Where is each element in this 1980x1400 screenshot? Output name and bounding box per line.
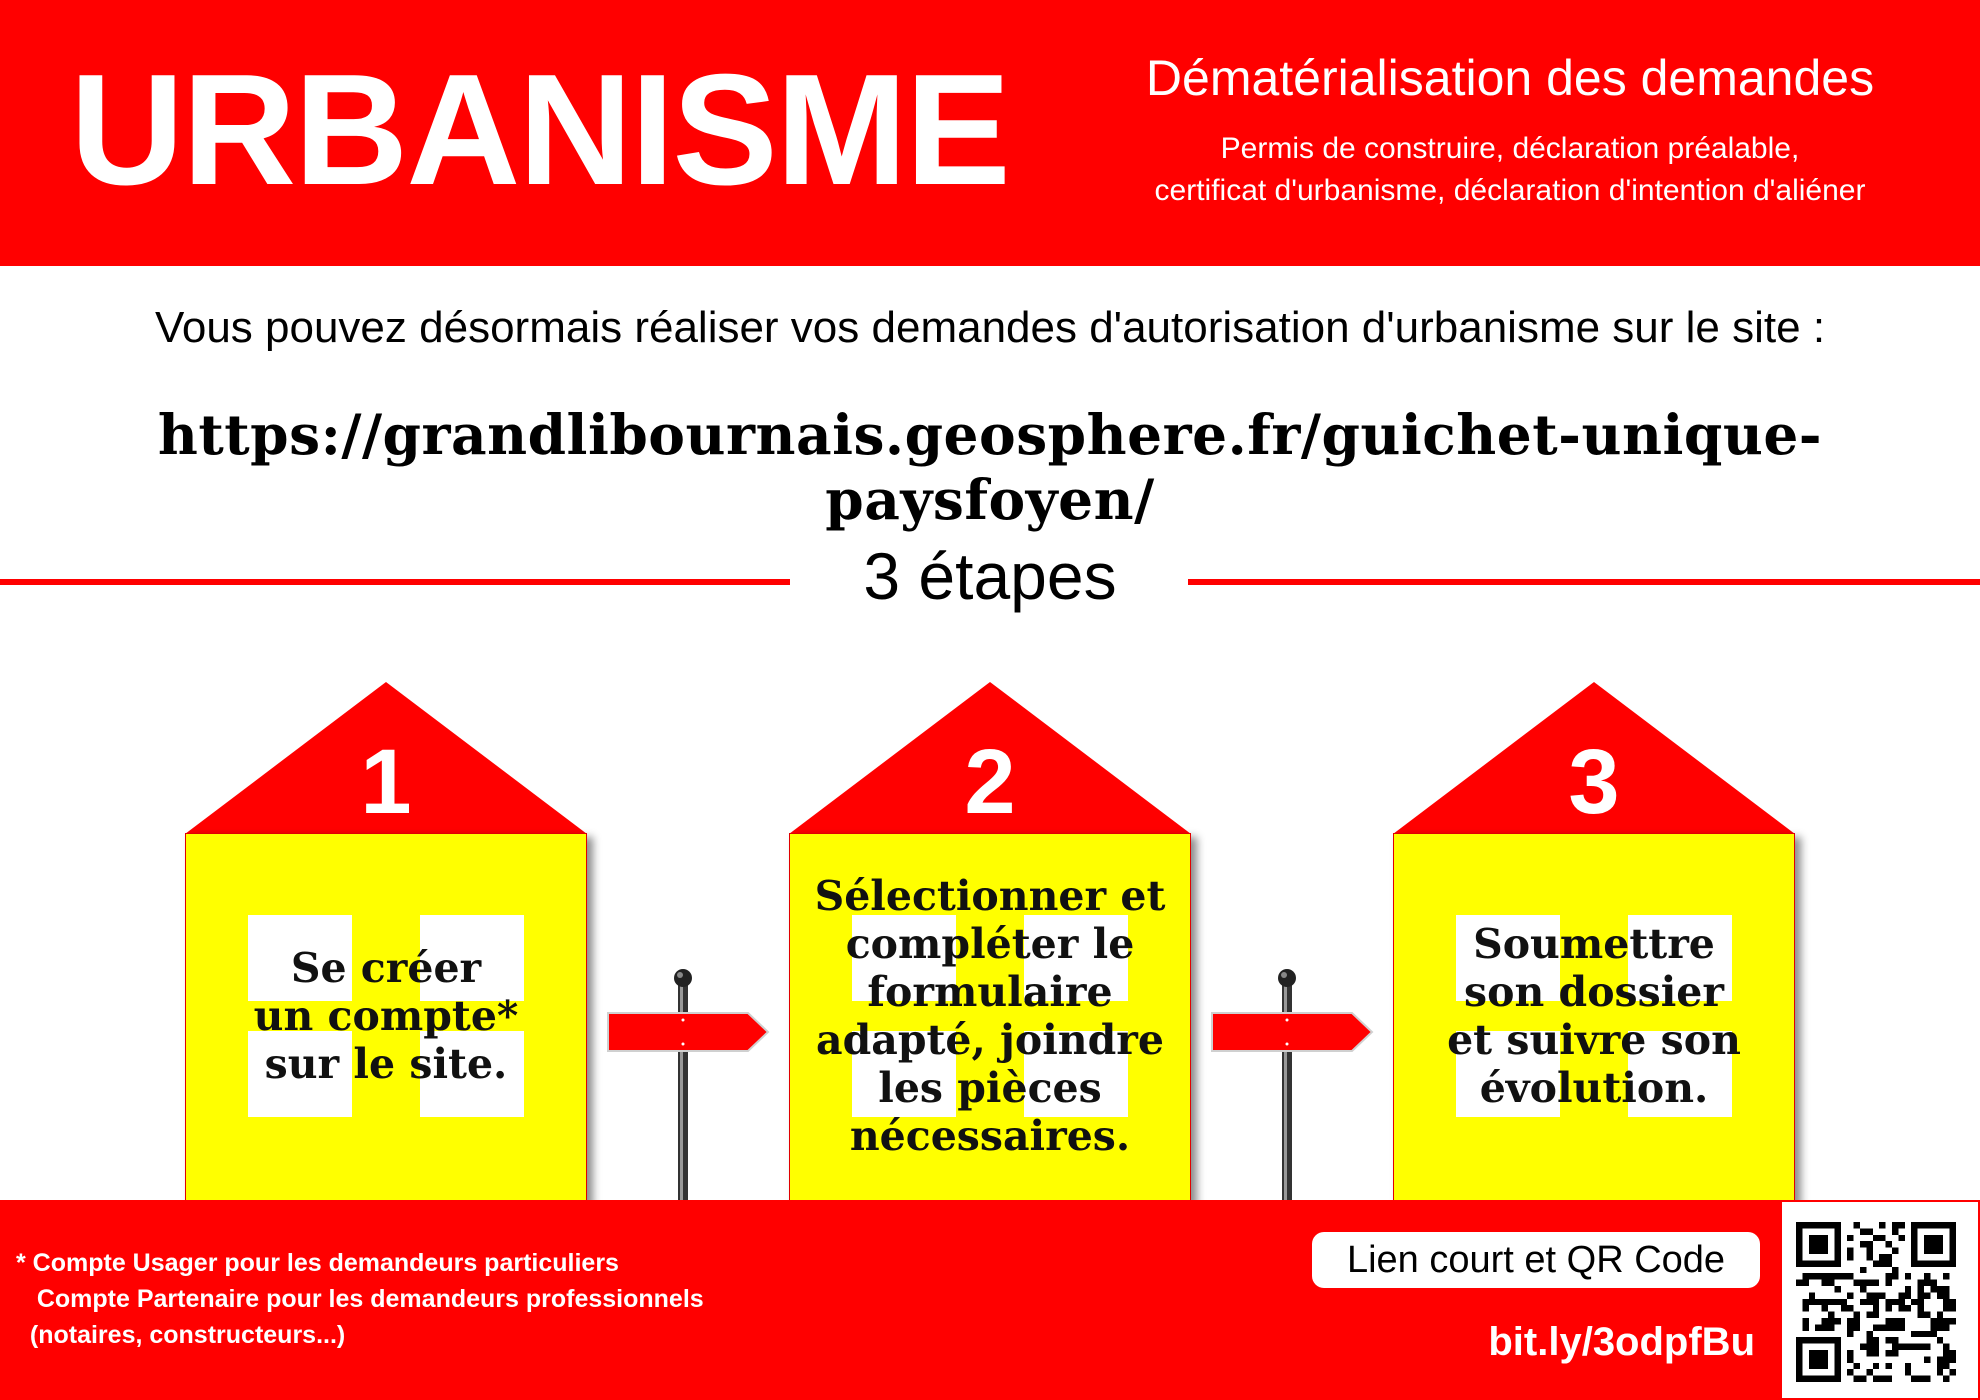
header-subtitle-block	[1085, 48, 1935, 212]
signpost-arrow-icon	[1209, 968, 1379, 1200]
qr-code-icon	[1796, 1222, 1956, 1382]
step-text-line: adapté, joindre	[816, 1016, 1164, 1064]
step-text-line: son dossier	[1464, 968, 1724, 1016]
footnote-line-1: * Compte Usager pour les demandeurs particuliers	[16, 1249, 619, 1277]
qr-code[interactable]	[1782, 1202, 1978, 1398]
step-house-3	[1393, 682, 1795, 1202]
footnote-line-2: Compte Partenaire pour les demandeurs professionnels	[16, 1285, 704, 1313]
header-banner	[0, 0, 1980, 266]
header-subtitle: Dématérialisation des demandes	[1145, 50, 1875, 106]
step-text-line: compléter le	[845, 920, 1135, 968]
step-text-line: formulaire	[867, 968, 1113, 1016]
footnote-line-3: (notaires, constructeurs...)	[16, 1321, 346, 1349]
step-house-2	[789, 682, 1191, 1202]
step-text-2	[789, 872, 1191, 1160]
divider-left	[0, 579, 790, 585]
header-description-line-2: certificat d'urbanisme, déclaration d'intention d'aliéner	[1154, 174, 1866, 207]
header-description-line-1: Permis de construire, déclaration préalable,	[1220, 132, 1800, 165]
step-number-1: 1	[360, 731, 412, 833]
divider-right	[1188, 579, 1980, 585]
step-text-line: un compte*	[253, 992, 519, 1040]
step-text-line: sur le site.	[264, 1040, 508, 1088]
step-text-line: Sélectionner et	[814, 872, 1166, 920]
step-text-line: Se créer	[290, 944, 482, 992]
step-number-2: 2	[964, 731, 1016, 833]
page-title: URBANISME	[70, 42, 1009, 218]
short-link[interactable]: bit.ly/3odpfBu	[1488, 1320, 1755, 1364]
steps-title: 3 étapes	[863, 539, 1117, 613]
step-text-1	[185, 944, 587, 1088]
intro-text: Vous pouvez désormais réaliser vos demandes d'autorisation d'urbanisme sur le site :	[154, 303, 1826, 352]
signpost-arrow-icon	[605, 968, 775, 1200]
step-text-3	[1393, 920, 1795, 1112]
step-text-line: et suivre son	[1447, 1016, 1741, 1064]
short-link-label: Lien court et QR Code	[1312, 1232, 1760, 1288]
step-text-line: nécessaires.	[849, 1112, 1131, 1160]
account-footnote	[16, 1245, 704, 1353]
step-text-line: Soumettre	[1473, 920, 1715, 968]
step-number-3: 3	[1568, 731, 1620, 833]
step-text-line: les pièces	[878, 1064, 1102, 1112]
step-house-1	[185, 682, 587, 1202]
site-url-link[interactable]: https://grandlibournais.geosphere.fr/guichet-unique-paysfoyen/	[157, 402, 1823, 532]
header-description	[1085, 128, 1935, 212]
step-text-line: évolution.	[1479, 1064, 1709, 1112]
